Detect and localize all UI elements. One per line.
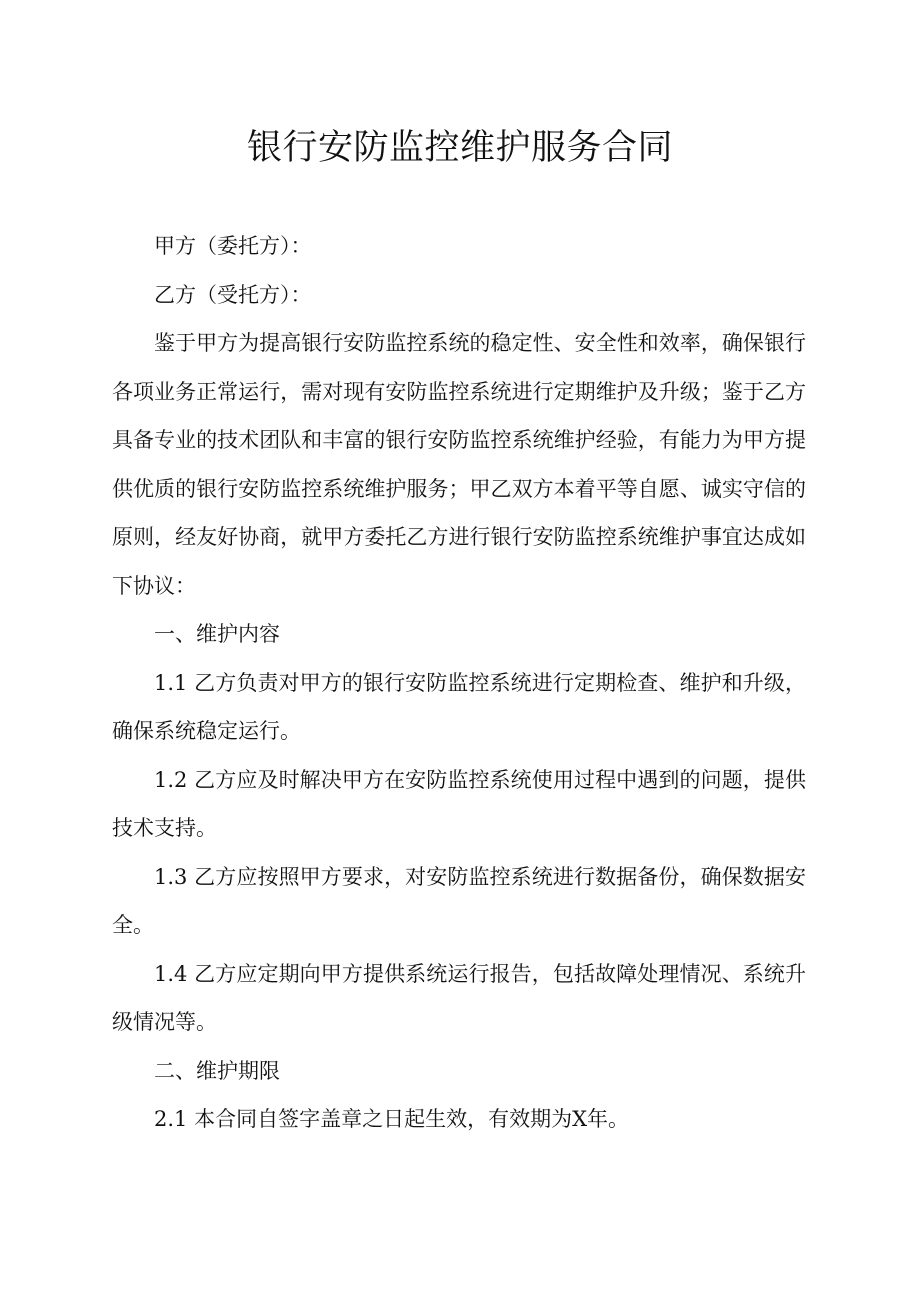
clause-paragraph: 1.4 乙方应定期向甲方提供系统运行报告，包括故障处理情况、系统升级情况等。	[112, 961, 806, 1034]
preamble-paragraph: 鉴于甲方为提高银行安防监控系统的稳定性、安全性和效率，确保银行各项业务正常运行，需对现有安防监控系统进行定期维护及升级；鉴于乙方具备专业的技术团队和丰富的银行安防监控系统维护经验，有能力为甲方提供优质的银行安防监控系统维护服务；甲乙双方本着平等自愿、诚实守信的原则，经友好协商，就甲方委托乙方进行银行安防监控系统维护事宜达成如下协议：	[112, 331, 806, 598]
clause-paragraph: 2.1 本合同自签字盖章之日起生效，有效期为X年。	[154, 1107, 630, 1131]
party-b-line: 乙方（受托方）：	[154, 282, 312, 307]
clause-paragraph: 1.2 乙方应及时解决甲方在安防监控系统使用过程中遇到的问题，提供技术支持。	[112, 767, 806, 840]
section-heading: 二、维护期限	[154, 1058, 280, 1083]
clause-paragraph: 1.1 乙方负责对甲方的银行安防监控系统进行定期检查、维护和升级，确保系统稳定运行。	[112, 670, 806, 743]
clause-paragraph: 1.3 乙方应按照甲方要求，对安防监控系统进行数据备份，确保数据安全。	[112, 864, 806, 937]
document-body	[112, 222, 806, 1144]
section-heading: 一、维护内容	[154, 622, 280, 646]
party-a-line: 甲方（委托方）：	[154, 234, 312, 258]
document-title: 银行安防监控维护服务合同	[246, 128, 673, 168]
